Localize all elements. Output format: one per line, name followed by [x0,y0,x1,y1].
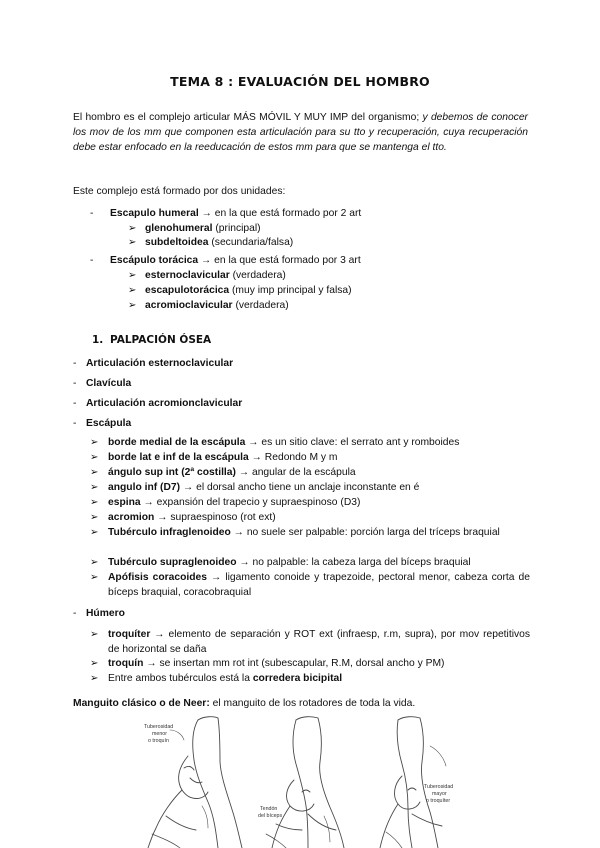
palpation-item: - Escápula [73,418,132,429]
escapula-item: ➢ Apófisis coracoides → ligamento conoide y trapezoide, pectoral menor, cabeza corta de bíceps braquial, coracobraquial [90,572,530,598]
arrow-bullet-icon: ➢ [90,467,99,478]
arrow-bullet-icon: ➢ [90,452,99,463]
unit-escapulo-humeral: - Escapulo humeral → en la que está formado por 2 art [90,208,362,219]
escapula-item: ➢ Tubérculo infraglenoideo → no suele ser palpable: porción larga del tríceps braquial [90,527,500,538]
humero-item: ➢ Entre ambos tubérculos está la corredera bicipital [90,673,343,684]
shoulder-sketch-2 [246,716,366,848]
fig1-label-line2: menor [152,731,168,737]
humero-item: ➢ troquíter → elemento de separación y ROT ext (infraesp, r.m, supra), por mov repetitivos de horizontal se daña [90,629,530,655]
palpation-item-humero: - Húmero [73,608,125,619]
list-item: ➢ escapulotorácica (muy imp principal y falsa) [128,285,352,296]
list-item: ➢ glenohumeral (principal) [128,223,261,234]
intro-paragraph [73,110,528,156]
fig3-label-line3: o troquíter [426,798,451,804]
unit-escapulo-toracica: - Escápulo torácica → en la que está formado por 3 art [90,255,361,266]
arrow-bullet-icon: ➢ [128,285,137,296]
fig2-label-line1: Tendón [260,806,278,812]
palpation-item: - Clavícula [73,378,132,389]
arrow-bullet-icon: ➢ [90,512,99,523]
escapula-item: ➢ angulo inf (D7) → el dorsal ancho tiene un anclaje inconstante en é [90,482,420,493]
escapula-item: ➢ ángulo sup int (2ª costilla) → angular de la escápula [90,467,356,478]
arrow-bullet-icon: ➢ [90,437,99,448]
arrow-bullet-icon: ➢ [128,300,137,311]
fig3-label-line2: mayor [432,791,447,797]
arrow-bullet-icon: ➢ [90,497,99,508]
arrow-bullet-icon: ➢ [128,223,137,234]
escapula-item: ➢ Tubérculo supraglenoideo → no palpable: la cabeza larga del bíceps braquial [90,557,471,568]
arrow-bullet-icon: ➢ [128,270,137,281]
escapula-item: ➢ borde lat e inf de la escápula → Redondo M y m [90,452,338,463]
arrow-bullet-icon: ➢ [90,482,99,493]
shoulder-sketch-1 [128,716,248,848]
escapula-item: ➢ borde medial de la escápula → es un sitio clave: el serrato ant y romboides [90,437,460,448]
escapula-item: ➢ espina → expansión del trapecio y supraespinoso (D3) [90,497,361,508]
palpation-item: - Articulación acromionclavicular [73,398,243,409]
fig3-label-line1: Tuberosidad [424,784,454,790]
list-item: ➢ esternoclavicular (verdadera) [128,270,286,281]
intro-italic-text: y debemos de conocer los mov de los mm que componen esta articulación para su tto y recuperación, cuya recuperación debe estar enfocado en la reeducación de estos mm para que se mantenga el tto. [73,112,528,154]
list-item: ➢ acromioclavicular (verdadera) [128,300,289,311]
unit-desc: → en la que está formado por 2 art [198,208,362,219]
palpation-item: - Articulación esternoclavicular [73,358,234,369]
unit-title: Escápulo torácica [110,255,199,266]
escapula-item: ➢ acromion → supraespinoso (rot ext) [90,512,276,523]
arrow-bullet-icon: ➢ [90,557,99,568]
shoulder-sketch-3 [368,716,488,848]
arrow-bullet-icon: ➢ [90,658,99,669]
shoulder-figures [128,716,488,848]
arrow-bullet-icon: ➢ [90,629,99,640]
list-item: ➢ subdeltoidea (secundaria/falsa) [128,237,294,248]
figure-caption: Manguito clásico o de Neer: el manguito de los rotadores de toda la vida. [73,698,416,709]
arrow-bullet-icon: ➢ [90,673,99,684]
unit-desc: → en la que está formado por 3 art [198,255,361,266]
arrow-bullet-icon: ➢ [128,237,137,248]
fig2-label-line2: del bíceps [258,813,283,819]
humero-item: ➢ troquín → se insertan mm rot int (subescapular, R.M, dorsal ancho y PM) [90,658,445,669]
arrow-bullet-icon: ➢ [90,527,99,538]
fig1-label-line3: o troquín [148,738,169,744]
unit-title: Escapulo humeral [110,208,199,219]
section-heading: 1. PALPACIÓN ÓSEA [92,334,212,346]
page-title: TEMA 8 : EVALUACIÓN DEL HOMBRO [170,74,430,89]
intro-normal-text: El hombro es el complejo articular MÁS MÓVIL Y MUY IMP del organismo; [73,112,423,123]
arrow-bullet-icon: ➢ [90,572,99,583]
fig1-label-line1: Tuberosidad [144,724,174,730]
units-intro: Este complejo está formado por dos unidades: [73,186,286,197]
